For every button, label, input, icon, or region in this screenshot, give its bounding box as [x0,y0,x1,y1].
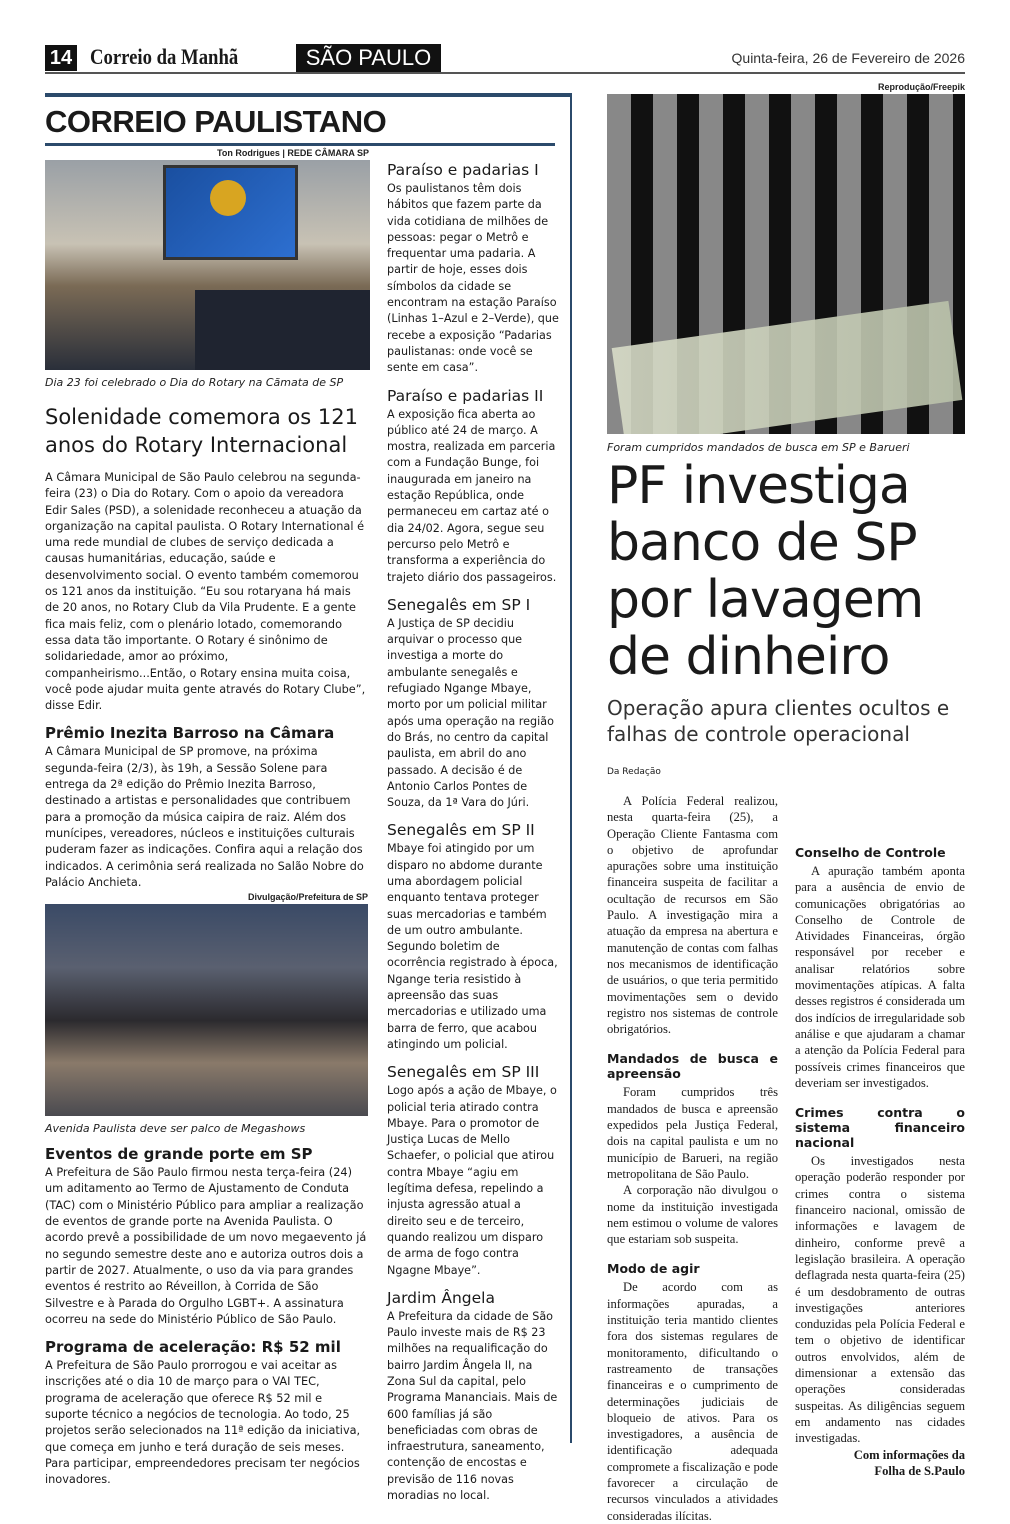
note-title: Senegalês em SP III [387,1063,540,1082]
photo-credit: Reprodução/Freepik [877,82,965,92]
drain-money-photo [607,94,965,434]
issue-date: Quinta-feira, 26 de Fevereiro de 2026 [731,50,965,66]
subheading: Modo de agir [607,1261,700,1277]
article-body: A Câmara Municipal de São Paulo celebrou na segunda-feira (23) o Dia do Rotary. Com o apoio da vereadora Edir Sales (PSD), a solenidade reconheceu a atuação da organização na capital paulista. O Rotary International é uma rede mundial de clubes de serviço dedicada a causas humanitárias, educação, saúde e desenvolvimento social. O evento também comemorou os 121 anos da instituição. “Eu sou rotaryana há mais de 20 anos, no Rotary Club da Vila Prudente. E a gente fica mais feliz, com o plenário lotado, comemorando essa data tão importante. O Rotary é sinônimo de solidariedade, amor ao próximo, companheirismo...Então, o Rotary ensina muita coisa, você pode ajudar muita gente através do Rotary Clube”, disse Edir. [45,471,366,713]
article-body: A Prefeitura de São Paulo firmou nesta terça-feira (24) um aditamento ao Termo de Ajustamento de Conduta (TAC) com o Ministério Público para ampliar a realização de eventos de grande porte na Avenida Paulista. O acordo prevê a possibilidade de um novo megaevento já no segundo semestre deste ano e autoriza outros dois a partir de 2027. Atualmente, o uso da via para grandes eventos é restrito ao Réveillon, à Corrida de São Silvestre e à Parada do Orgulho LGBT+. A assinatura ocorreu na sede do Ministério Público de São Paulo. [45,1166,367,1326]
note-body: Os paulistanos têm dois hábitos que fazem parte da vida cotidiana de milhões de pessoas: pegar o Metrô e frequentar uma padaria. A partir de hoje, esses dois símbolos da cidade se encontram na estação Paraíso (Linhas 1–Azul e 2–Verde), que recebe a exposição “Padarias paulistanas: onde você se sente em casa”. [387,182,559,375]
left-column [45,470,368,1488]
note-title: Paraíso e padarias I [387,161,539,179]
article-column-1 [607,793,778,1524]
photo-caption: Foram cumpridos mandados de busca em SP e Barueri [607,441,910,454]
article-paragraph: A apuração também aponta para a ausência de envio de comunicações obrigatórias ao Conselho de Controle de Atividades Financeiras, órgão responsável por receber e analisar relatórios sobre movimentações atípicas. A falta desses registros é considerada um dos indícios de irregularidade sob análise e que ajudaram a chamar a atenção da Polícia Federal para possíveis crimes financeiros que deveriam ser investigados. [795,864,965,1090]
article-title: Programa de aceleração: R$ 52 mil [45,1338,341,1357]
page-number: 14 [45,45,77,71]
note-body: A Justiça de SP decidiu arquivar o processo que investiga a morte do ambulante senegalês e refugiado Ngange Mbaye, morto por um policial militar após uma operação na região do Brás, no centro da capital paulista, em abril do ano passado. A decisão é de Antonio Carlos Pontes de Souza, da 1ª Vara do Júri. [387,616,554,810]
article-column-2 [795,763,965,1479]
note-body: Mbaye foi atingido por um disparo no abdome durante uma abordagem policial enquanto tentava proteger suas mercadorias e também de um outro ambulante. Segundo boletim de ocorrência registrado à época, Ngange teria resistido à apreensão das suas mercadorias e utilizado uma barra de ferro, que acabou atingindo um policial. [387,842,558,1051]
note-body: Logo após a ação de Mbaye, o policial teria atirado contra Mbaye. Para o promotor de Justiça Lucas de Mello Schaefer, o policial que atirou contra Mbaye “agiu em legítima defesa, repelindo a injusta agressão atual a direito seu e de terceiro, quando realizou um disparo de arma de fogo contra Ngagne Mbaye”. [387,1084,557,1277]
photo-credit: Ton Rodrigues | REDE CÂMARA SP [217,148,370,158]
article-body: A Prefeitura de São Paulo prorrogou e vai aceitar as inscrições até o dia 10 de março para o VAI TEC, programa de aceleração que oferece R$ 52 mil e suporte técnico a negócios de tecnologia. Ao todo, 25 projetos serão selecionados na 11ª edição da iniciativa, que começa em junho e terá duração de seis meses. Para participar, empreendedores precisam ter negócios inovadores. [45,1359,361,1487]
subheading: Conselho de Controle [795,845,946,860]
column-top-bar [45,93,572,97]
article-body: A Câmara Municipal de SP promove, na próxima segunda-feira (2/3), às 19h, a Sessão Solene para entrega da 2ª edição do Prêmio Inezita Barroso, destinado a artistas e personalidades que contribuem para a promoção da música caipira de raiz. Além dos munícipes, vereadores, núcleos e instituições culturais puderam fazer as indicações. Confira aqui a relação dos indicados. A cerimônia será realizada no Salão Nobre do Palácio Anchieta. [45,745,364,889]
photo-caption: Dia 23 foi celebrado o Dia do Rotary na Cãmata de SP [45,376,344,389]
article-headline: Solenidade comemora os 121 anos do Rotary Internacional [45,405,359,457]
column-title: CORREIO PAULISTANO [45,104,387,139]
rotary-photo [45,160,370,370]
source-note: Com informações da Folha de S.Paulo [853,1447,965,1478]
note-title: Jardim Ângela [387,1288,495,1307]
article-paragraph: A corporação não divulgou o nome da instituição investigada nem estimou o volume de valores que estariam sob suspeita. [607,1183,778,1247]
note-title: Senegalês em SP I [387,595,531,614]
avenida-paulista-photo [45,904,368,1116]
article-paragraph: A Polícia Federal realizou, nesta quarta-feira (25), a Operação Cliente Fantasma com o objetivo de aprofundar apurações sobre uma instituição financeira suspeita de facilitar a ocultação de recursos em São Paulo. A investigação mira a atuação da empresa na abertura e manutenção de contas com falhas nos mecanismos de identificação de usuários, o que teria permitido movimentações sem o devido registro nos sistemas de controle obrigatórios. [607,794,778,1037]
newspaper-name: Correio da Manhã [90,44,239,69]
subheading: Mandados de busca e apreensão [607,1051,778,1082]
note-body: A exposição fica aberta ao público até 24 de março. A mostra, realizada em parceria com a Fundação Bunge, foi inaugurada em janeiro na estação República, onde permaneceu em cartaz até o dia 24/02. Agora, segue seu percurso pelo Metrô e transforma a experiência do trajeto diário dos passageiros. [387,407,557,584]
main-subheadline: Operação apura clientes ocultos e falhas de controle operacional [607,696,950,746]
notes-column [387,155,559,1504]
title-rule [45,143,555,146]
photo-caption: Avenida Paulista deve ser palco de Megashows [45,1122,306,1136]
main-headline: PF investiga banco de SP por lavagem de dinheiro [607,456,924,687]
article-paragraph: De acordo com as informações apuradas, a instituição teria mantido clientes fora dos sistemas regulares de monitoramento, dificultando o rastreamento de transações financeiras e o cumprimento de determinações judiciais de bloqueio de ativos. Para os investigadores, a ausência de identificação adequada compromete a fiscalização e pode favorecer a circulação de recursos vinculados a atividades consideradas ilícitas. [607,1280,778,1523]
article-title: Prêmio Inezita Barroso na Câmara [45,724,335,743]
byline: Da Redação [607,767,661,777]
section-label: SÃO PAULO [296,44,441,72]
note-title: Paraíso e padarias II [387,386,544,405]
article-paragraph: Os investigados nesta operação poderão responder por crimes contra o sistema financeiro nacional, omissão de informações e lavagem de dinheiro, conforme prevê a legislação brasileira. A operação deflagrada nesta quarta-feira (25) é um desdobramento de outras investigações anteriores conduzidas pela Polícia Federal e tem o objetivo de identificar outros envolvidos, além de dimensionar a extensão das operações consideradas suspeitas. As diligências seguem em andamento nas cidades investigadas. [795,1154,965,1446]
header-rule [45,72,965,74]
note-title: Senegalês em SP II [387,821,535,840]
note-body: A Prefeitura da cidade de São Paulo investe mais de R$ 23 milhões na requalificação do bairro Jardim Ângela II, na Zona Sul da capital, pelo Programa Mananciais. Mais de 600 famílias já são beneficiadas com obras de infraestrutura, saneamento, contenção de encostas e previsão de 116 novas moradias no local. [387,1309,558,1503]
subheading: Crimes contra o sistema financeiro nacional [795,1105,965,1151]
article-paragraph: Foram cumpridos três mandados de busca e apreensão expedidos pela Justiça Federal, dois na capital paulista e um no município de Barueri, na região metropolitana de São Paulo. [607,1085,778,1181]
column-divider [570,93,572,1443]
photo-credit: Divulgação/Prefeitura de SP [247,892,368,903]
article-title: Eventos de grande porte em SP [45,1145,313,1164]
